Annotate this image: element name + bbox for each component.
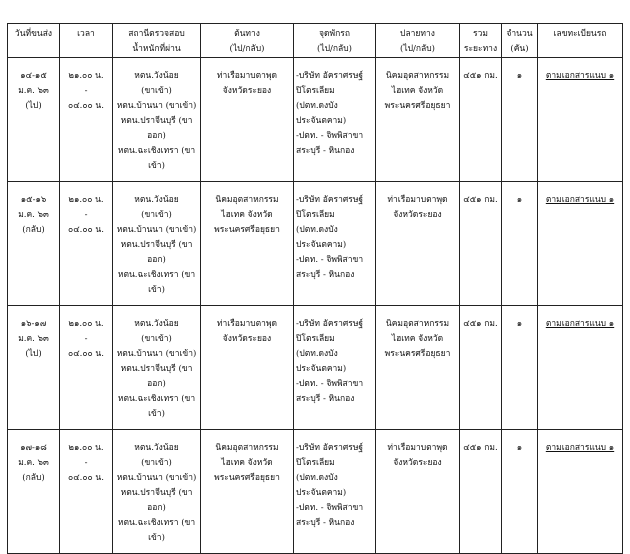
plate-cell (538, 58, 623, 182)
station-cell-line: เข้า) (148, 533, 165, 543)
origin-cell (201, 182, 294, 306)
distance-cell-value: ๔๕๑ กม. (463, 319, 498, 329)
origin-cell-line: นิคมอุตสาหกรรม (215, 443, 279, 453)
rest-stop-cell-line: ปิโตรเลียม (296, 86, 335, 96)
vehicle-count-cell (502, 430, 538, 554)
attachment-link[interactable]: ตามเอกสารแนบ ๑ (545, 443, 615, 453)
station-cell-line: หตน.ฉะเชิงเทรา (ขา (117, 394, 196, 404)
header-text: ปลายทาง (400, 29, 435, 39)
station-cell-line: หตน.บ้านนา (ขาเข้า) (116, 101, 197, 111)
rest-stop-cell-line: สระบุรี - หินกอง (296, 518, 355, 528)
plate-cell (538, 182, 623, 306)
station-cell-line: (ขาเข้า) (141, 210, 172, 220)
date-cell (8, 430, 60, 554)
rest-stop-cell-line: สระบุรี - หินกอง (296, 146, 355, 156)
station-cell-line: ออก) (147, 503, 166, 513)
rest-stop-cell-line: สระบุรี - หินกอง (296, 394, 355, 404)
rest-stop-cell-line: (ปตท.ดงบัง (296, 349, 338, 359)
time-cell-line: ๒๑.๐๐ น. (68, 319, 104, 329)
rest-stop-cell-line: ประจันตคาม) (296, 364, 347, 374)
destination-cell-line: จังหวัดระยอง (393, 210, 442, 220)
destination-cell-line: นิคมอุตสาหกรรม (385, 319, 450, 329)
station-cell-line: หตน.บ้านนา (ขาเข้า) (116, 225, 197, 235)
table-row (8, 306, 623, 430)
destination-cell (376, 58, 460, 182)
header-vehicle-count (502, 24, 538, 58)
date-cell-line: (ไป) (25, 349, 42, 359)
header-text: จำนวน (506, 29, 533, 39)
time-cell-line: ๐๔.๐๐ น. (68, 101, 104, 111)
destination-cell (376, 306, 460, 430)
station-cell-line: หตน.วังน้อย (134, 71, 179, 81)
date-cell-line: ๑๖-๑๗ (20, 319, 47, 329)
station-cell (113, 430, 201, 554)
station-cell-line: หตน.วังน้อย (134, 195, 179, 205)
destination-cell-line: ไฮเทค จังหวัด (391, 86, 444, 96)
table-row (8, 58, 623, 182)
destination-cell-line: พระนครศรีอยุธยา (384, 349, 451, 359)
vehicle-count-cell-value: ๑ (516, 319, 523, 329)
station-cell-line: หตน.ปราจีนบุรี (ขา (120, 488, 193, 498)
origin-cell-line: จังหวัดระยอง (222, 334, 272, 344)
rest-stop-cell (294, 182, 376, 306)
rest-stop-cell-line: ประจันตคาม) (296, 116, 347, 126)
rest-stop-cell-line: ปิโตรเลียม (296, 458, 335, 468)
date-cell-line: ม.ค. ๖๓ (18, 86, 49, 96)
rest-stop-cell-line: (ปตท.ดงบัง (296, 225, 338, 235)
rest-stop-cell-line: สระบุรี - หินกอง (296, 270, 355, 280)
header-text: (ไป/กลับ) (400, 44, 435, 54)
date-cell (8, 58, 60, 182)
station-cell-line: (ขาเข้า) (141, 458, 172, 468)
date-cell-line: ๑๕-๑๖ (20, 195, 47, 205)
date-cell-line: ๑๗-๑๘ (20, 443, 47, 453)
station-cell-line: หตน.วังน้อย (134, 319, 179, 329)
rest-stop-cell-line: ประจันตคาม) (296, 240, 347, 250)
header-text: รวม (473, 29, 488, 39)
origin-cell-line: จังหวัดระยอง (222, 86, 272, 96)
header-text: (คัน) (510, 44, 529, 54)
date-cell-line: (ไป) (25, 101, 42, 111)
header-rest-stop (294, 24, 376, 58)
attachment-link[interactable]: ตามเอกสารแนบ ๑ (545, 71, 615, 81)
station-cell-line: หตน.ปราจีนบุรี (ขา (120, 364, 193, 374)
rest-stop-cell-line: -ปตท. - จิพพิสาขา (296, 255, 364, 265)
distance-cell-value: ๔๕๑ กม. (463, 195, 498, 205)
rest-stop-cell-line: -บริษัท อัคราศรษฐ์ (296, 71, 364, 81)
vehicle-count-cell-value: ๑ (516, 443, 523, 453)
time-cell (60, 306, 113, 430)
header-text: (ไป/กลับ) (229, 44, 265, 54)
station-cell-line: (ขาเข้า) (141, 334, 172, 344)
time-cell-line: ๐๔.๐๐ น. (68, 473, 104, 483)
origin-cell-line: ท่าเรือมาบตาพุด (216, 71, 278, 81)
destination-cell-line: จังหวัดระยอง (393, 458, 442, 468)
time-cell (60, 58, 113, 182)
station-cell-line: เข้า) (148, 285, 165, 295)
rest-stop-cell-line: (ปตท.ดงบัง (296, 473, 338, 483)
header-origin (201, 24, 294, 58)
destination-cell (376, 430, 460, 554)
station-cell-line: เข้า) (148, 409, 165, 419)
header-text: น้ำหนักที่ผ่าน (132, 44, 181, 54)
header-destination (376, 24, 460, 58)
station-cell-line: หตน.ปราจีนบุรี (ขา (120, 116, 193, 126)
destination-cell-line: ไฮเทค จังหวัด (391, 334, 444, 344)
vehicle-count-cell (502, 58, 538, 182)
plate-cell (538, 430, 623, 554)
attachment-link[interactable]: ตามเอกสารแนบ ๑ (545, 319, 615, 329)
header-station (113, 24, 201, 58)
station-cell-line: (ขาเข้า) (141, 86, 172, 96)
time-cell (60, 182, 113, 306)
header-row (8, 24, 623, 58)
vehicle-count-cell-value: ๑ (516, 71, 523, 81)
date-cell-line: ม.ค. ๖๓ (18, 334, 49, 344)
station-cell-line: หตน.ปราจีนบุรี (ขา (120, 240, 193, 250)
origin-cell (201, 306, 294, 430)
date-cell-line: ม.ค. ๖๓ (18, 210, 49, 220)
distance-cell (460, 306, 502, 430)
header-text: จุดพักรถ (319, 29, 350, 39)
header-text: ต้นทาง (234, 29, 260, 39)
station-cell-line: ออก) (147, 131, 166, 141)
station-cell (113, 182, 201, 306)
origin-cell-line: นิคมอุตสาหกรรม (215, 195, 279, 205)
time-cell-line: ๒๑.๐๐ น. (68, 195, 104, 205)
date-cell-line: (กลับ) (22, 473, 45, 483)
time-cell-line: ๐๔.๐๐ น. (68, 349, 104, 359)
distance-cell (460, 182, 502, 306)
date-cell (8, 306, 60, 430)
station-cell-line: ออก) (147, 379, 166, 389)
destination-cell-line: ท่าเรือมาบตาพุด (387, 195, 448, 205)
date-cell-line: ๑๔-๑๕ (20, 71, 47, 81)
station-cell-line: หตน.วังน้อย (134, 443, 179, 453)
destination-cell-line: นิคมอุตสาหกรรม (385, 71, 450, 81)
header-text: วันที่ขนส่ง (14, 29, 53, 39)
rest-stop-cell-line: ประจันตคาม) (296, 488, 347, 498)
origin-cell-line: ไฮเทค จังหวัด (221, 210, 273, 220)
header-text: เลขทะเบียนรถ (553, 29, 607, 39)
distance-cell-value: ๔๕๑ กม. (463, 443, 498, 453)
vehicle-count-cell (502, 182, 538, 306)
table-row (8, 430, 623, 554)
rest-stop-cell-line: -ปตท. - จิพพิสาขา (296, 503, 364, 513)
time-cell-line: - (84, 334, 88, 344)
plate-cell (538, 306, 623, 430)
rest-stop-cell-line: -บริษัท อัคราศรษฐ์ (296, 443, 364, 453)
destination-cell (376, 182, 460, 306)
destination-cell-line: ท่าเรือมาบตาพุด (387, 443, 448, 453)
distance-cell-value: ๔๕๑ กม. (463, 71, 498, 81)
station-cell-line: หตน.ฉะเชิงเทรา (ขา (117, 518, 196, 528)
origin-cell-line: ไฮเทค จังหวัด (221, 458, 273, 468)
station-cell-line: เข้า) (148, 161, 165, 171)
rest-stop-cell (294, 430, 376, 554)
date-cell-line: ม.ค. ๖๓ (18, 458, 49, 468)
attachment-link[interactable]: ตามเอกสารแนบ ๑ (545, 195, 615, 205)
vehicle-count-cell (502, 306, 538, 430)
header-text: (ไป/กลับ) (317, 44, 352, 54)
rest-stop-cell-line: ปิโตรเลียม (296, 210, 335, 220)
origin-cell-line: ท่าเรือมาบตาพุด (216, 319, 278, 329)
station-cell-line: ออก) (147, 255, 166, 265)
rest-stop-cell-line: -ปตท. - จิพพิสาขา (296, 379, 364, 389)
station-cell-line: หตน.ฉะเชิงเทรา (ขา (117, 146, 196, 156)
header-plate (538, 24, 623, 58)
origin-cell-line: พระนครศรีอยุธยา (214, 473, 280, 483)
header-text: สถานีตรวจสอบ (128, 29, 185, 39)
time-cell (60, 430, 113, 554)
station-cell-line: หตน.บ้านนา (ขาเข้า) (116, 349, 197, 359)
vehicle-count-cell-value: ๑ (516, 195, 523, 205)
station-cell-line: หตน.บ้านนา (ขาเข้า) (116, 473, 197, 483)
rest-stop-cell-line: (ปตท.ดงบัง (296, 101, 338, 111)
time-cell-line: ๒๑.๐๐ น. (68, 443, 104, 453)
date-cell-line: (กลับ) (22, 225, 45, 235)
station-cell (113, 58, 201, 182)
distance-cell (460, 58, 502, 182)
rest-stop-cell-line: -ปตท. - จิพพิสาขา (296, 131, 364, 141)
time-cell-line: - (84, 86, 88, 96)
rest-stop-cell-line: -บริษัท อัคราศรษฐ์ (296, 195, 364, 205)
origin-cell-line: พระนครศรีอยุธยา (214, 225, 280, 235)
date-cell (8, 182, 60, 306)
time-cell-line: - (84, 210, 88, 220)
header-distance (460, 24, 502, 58)
time-cell-line: - (84, 458, 88, 468)
station-cell-line: หตน.ฉะเชิงเทรา (ขา (117, 270, 196, 280)
header-text: เวลา (77, 29, 95, 39)
rest-stop-cell-line: -บริษัท อัคราศรษฐ์ (296, 319, 364, 329)
header-time (60, 24, 113, 58)
station-cell (113, 306, 201, 430)
time-cell-line: ๒๑.๐๐ น. (68, 71, 104, 81)
origin-cell (201, 58, 294, 182)
rest-stop-cell (294, 306, 376, 430)
header-text: ระยะทาง (463, 44, 498, 54)
rest-stop-cell-line: ปิโตรเลียม (296, 334, 335, 344)
table-row (8, 182, 623, 306)
distance-cell (460, 430, 502, 554)
header-date (8, 24, 60, 58)
time-cell-line: ๐๔.๐๐ น. (68, 225, 104, 235)
rest-stop-cell (294, 58, 376, 182)
transport-schedule-table (7, 23, 623, 554)
origin-cell (201, 430, 294, 554)
destination-cell-line: พระนครศรีอยุธยา (384, 101, 451, 111)
